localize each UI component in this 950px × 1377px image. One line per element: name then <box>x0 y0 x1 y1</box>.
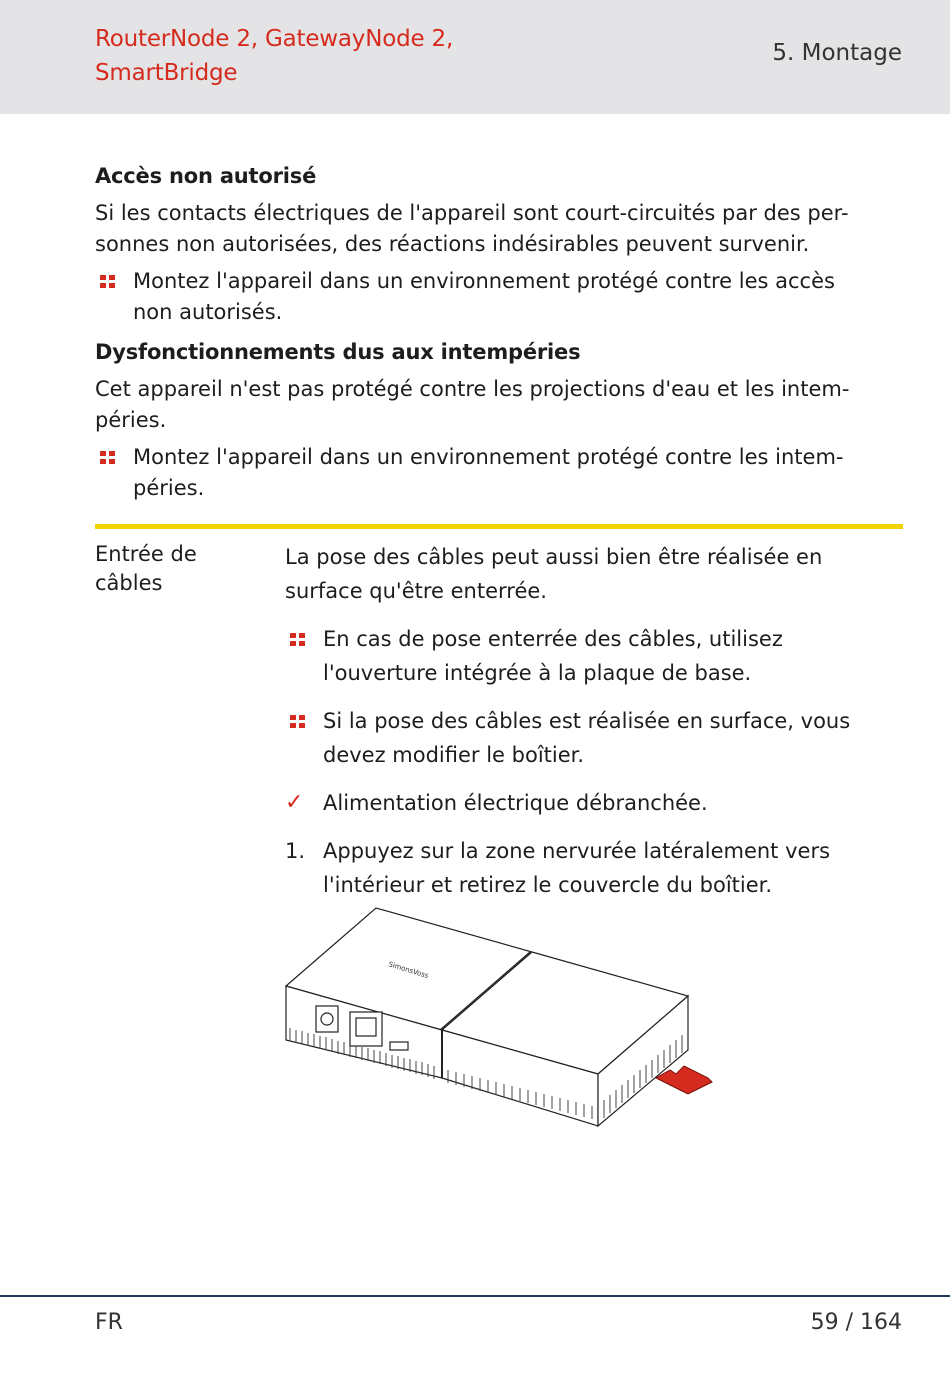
bullet-line: l'ouverture intégrée à la plaque de base. <box>323 661 752 685</box>
paragraph-unauthorized-access <box>95 198 903 260</box>
instruction-line: Montez l'appareil dans un environnement protégé contre les intem- <box>133 445 844 469</box>
paragraph-weather <box>95 374 903 436</box>
step-number: 1. <box>285 839 306 863</box>
page-header <box>0 0 950 114</box>
table-content <box>285 540 903 902</box>
step-1 <box>285 834 903 902</box>
cable-intro <box>285 540 903 608</box>
paragraph-line: péries. <box>95 408 167 432</box>
precondition <box>285 786 903 820</box>
bullet-squares-icon <box>100 275 116 289</box>
instruction-line: non autorisés. <box>133 300 283 324</box>
paragraph-line: sonnes non autorisées, des réactions indésirables peuvent survenir. <box>95 232 810 256</box>
page-number: 59 / 164 <box>810 1310 902 1335</box>
bullet-squares-icon <box>290 715 306 729</box>
bullet-line: Si la pose des câbles est réalisée en surface, vous <box>323 709 851 733</box>
product-title-line-1: RouterNode 2, GatewayNode 2, <box>95 26 454 52</box>
heading-weather-malfunctions: Dysfonctionnements dus aux intempéries <box>95 340 581 364</box>
cable-bullet-surface <box>285 704 903 772</box>
section-title: 5. Montage <box>772 40 902 66</box>
cable-bullet-buried <box>285 622 903 690</box>
instruction-unauthorized-access <box>95 266 903 328</box>
bullet-squares-icon <box>100 451 116 465</box>
step-line: Appuyez sur la zone nervurée latéralement vers <box>323 839 831 863</box>
product-title-line-2: SmartBridge <box>95 60 238 86</box>
brand-label: SimonsVoss <box>387 960 430 981</box>
intro-line: surface qu'être enterrée. <box>285 579 547 603</box>
instruction-weather <box>95 442 903 504</box>
section-divider <box>95 524 903 529</box>
instruction-line: péries. <box>133 476 205 500</box>
footer-language: FR <box>95 1310 123 1335</box>
main-content <box>95 160 903 512</box>
footer-divider <box>0 1295 950 1297</box>
table-label <box>95 540 265 598</box>
table-label-line: Entrée de <box>95 542 197 566</box>
bullet-squares-icon <box>290 633 306 647</box>
bullet-line: En cas de pose enterrée des câbles, utilisez <box>323 627 783 651</box>
intro-line: La pose des câbles peut aussi bien être réalisée en <box>285 545 823 569</box>
instruction-line: Montez l'appareil dans un environnement protégé contre les accès <box>133 269 835 293</box>
checkmark-icon: ✓ <box>285 790 304 815</box>
bullet-line: devez modifier le boîtier. <box>323 743 585 767</box>
precondition-text: Alimentation électrique débranchée. <box>323 791 708 815</box>
product-title <box>95 22 515 90</box>
table-label-line: câbles <box>95 571 163 595</box>
device-illustration <box>280 900 720 1140</box>
paragraph-line: Si les contacts électriques de l'appareil sont court-circuités par des per- <box>95 201 849 225</box>
step-line: l'intérieur et retirez le couvercle du boîtier. <box>323 873 773 897</box>
heading-unauthorized-access: Accès non autorisé <box>95 164 317 188</box>
paragraph-line: Cet appareil n'est pas protégé contre les projections d'eau et les intem- <box>95 377 850 401</box>
